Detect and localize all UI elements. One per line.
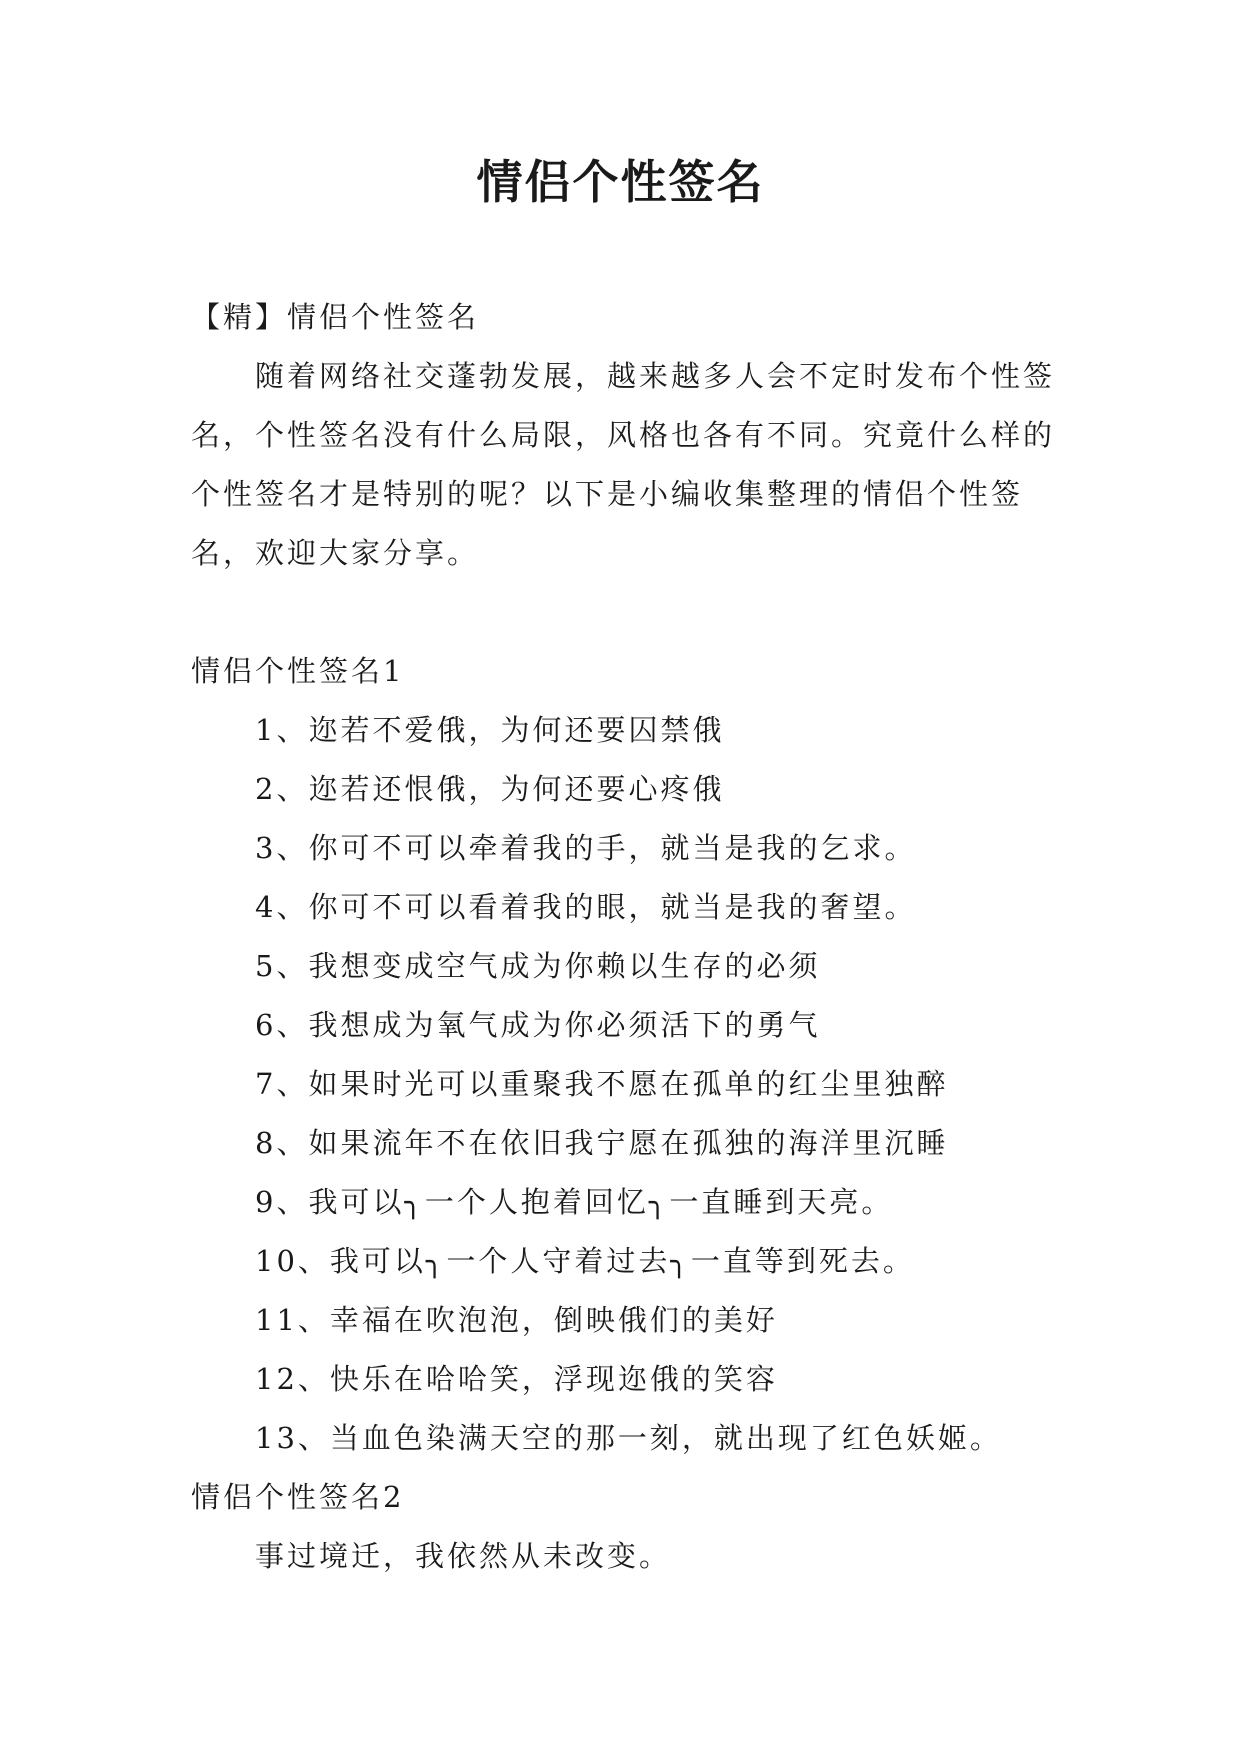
section-heading-1: 情侣个性签名1 bbox=[191, 654, 405, 688]
section-heading-2: 情侣个性签名2 bbox=[191, 1480, 405, 1514]
signature-item: 事过境迁，我依然从未改变。 bbox=[255, 1539, 672, 1573]
signature-item: 6、我想成为氧气成为你必须活下的勇气 bbox=[255, 1008, 821, 1042]
signature-item: 12、快乐在哈哈笑，浮现迩俄的笑容 bbox=[255, 1362, 778, 1396]
signature-item: 4、你可不可以看着我的眼，就当是我的奢望。 bbox=[255, 890, 917, 924]
document-body bbox=[191, 288, 1061, 1586]
signature-item: 5、我想变成空气成为你赖以生存的必须 bbox=[255, 949, 821, 983]
signature-item: 8、如果流年不在依旧我宁愿在孤独的海洋里沉睡 bbox=[255, 1126, 949, 1160]
signature-item: 3、你可不可以牵着我的手，就当是我的乞求。 bbox=[255, 831, 917, 865]
signature-item: 1、迩若不爱俄，为何还要囚禁俄 bbox=[255, 713, 725, 747]
signature-item: 9、我可以╮一个人抱着回忆╮一直睡到天亮。 bbox=[255, 1185, 894, 1219]
intro-paragraph: 随着网络社交蓬勃发展，越来越多人会不定时发布个性签名，个性签名没有什么局限，风格也各有不同。究竟什么样的个性签名才是特别的呢？以下是小编收集整理的情侣个性签名，欢迎大家分享。 bbox=[191, 359, 1056, 570]
subheading: 【精】情侣个性签名 bbox=[191, 300, 480, 334]
signature-item: 13、当血色染满天空的那一刻，就出现了红色妖姬。 bbox=[255, 1421, 1002, 1455]
signature-item: 7、如果时光可以重聚我不愿在孤单的红尘里独醉 bbox=[255, 1067, 949, 1101]
document-title: 情侣个性签名 bbox=[476, 155, 765, 209]
signature-item: 11、幸福在吹泡泡，倒映俄们的美好 bbox=[255, 1303, 778, 1337]
signature-item: 10、我可以╮一个人守着过去╮一直等到死去。 bbox=[255, 1244, 915, 1278]
blank-line bbox=[191, 583, 1061, 642]
signature-item: 2、迩若还恨俄，为何还要心疼俄 bbox=[255, 772, 725, 806]
